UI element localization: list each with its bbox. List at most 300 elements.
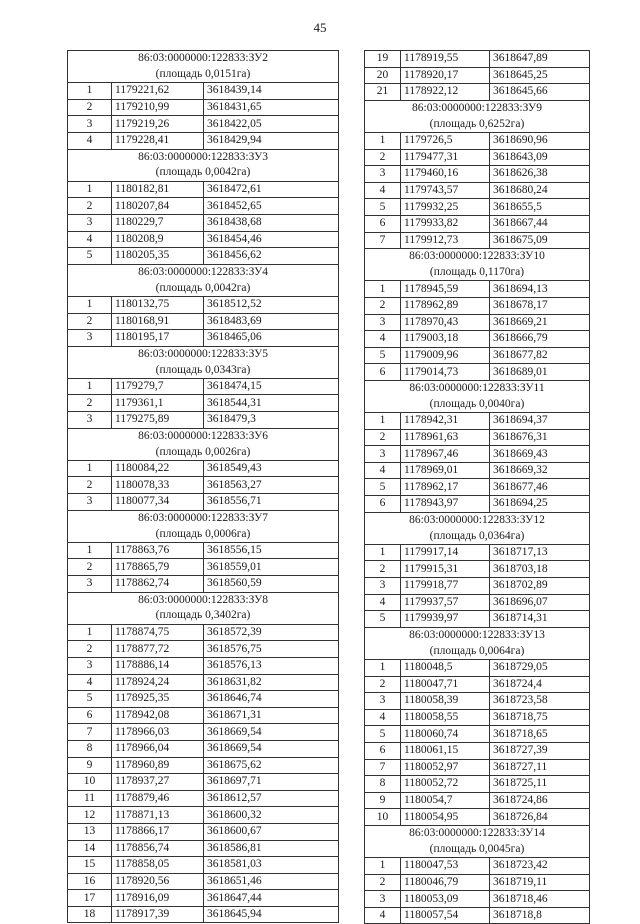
coordinate-y: 3618452,65	[204, 198, 339, 215]
table-row	[68, 790, 339, 807]
table-row	[365, 166, 590, 183]
point-number: 20	[365, 67, 401, 84]
table-row	[365, 199, 590, 216]
table-row	[365, 314, 590, 331]
coordinate-y: 3618556,71	[204, 494, 339, 511]
coordinate-x: 1178865,79	[112, 559, 204, 576]
coordinate-x: 1178942,08	[112, 707, 204, 724]
table-row	[68, 576, 339, 593]
table-row	[365, 347, 590, 364]
coordinate-y: 3618723,42	[490, 858, 590, 875]
coordinate-x: 1178962,89	[401, 297, 490, 314]
coordinate-y: 3618438,68	[204, 214, 339, 231]
point-number: 3	[68, 214, 112, 231]
coordinate-y: 3618544,31	[204, 395, 339, 412]
coordinate-y: 3618666,79	[490, 331, 590, 348]
point-number: 7	[365, 759, 401, 776]
table-row	[68, 774, 339, 791]
coordinate-y: 3618465,06	[204, 330, 339, 347]
parcel-area: (площадь 0,1170га)	[365, 265, 590, 281]
coordinate-y: 3618669,54	[204, 724, 339, 741]
coordinate-y: 3618669,32	[490, 462, 590, 479]
point-number: 4	[365, 462, 401, 479]
point-number: 3	[68, 116, 112, 133]
point-number: 10	[365, 809, 401, 826]
coordinate-x: 1179933,82	[401, 215, 490, 232]
table-row	[68, 657, 339, 674]
coordinate-x: 1179477,31	[401, 149, 490, 166]
parcel-area-row	[365, 396, 590, 412]
coordinate-x: 1179912,73	[401, 232, 490, 249]
coordinate-x: 1179279,7	[112, 378, 204, 395]
parcel-cadastral-number: 86:03:0000000:122833:ЗУ11	[365, 380, 590, 396]
coordinate-y: 3618724,86	[490, 792, 590, 809]
coordinate-x: 1178919,55	[401, 51, 490, 68]
coordinate-x: 1178961,63	[401, 429, 490, 446]
table-row	[365, 544, 590, 561]
coordinate-y: 3618556,15	[204, 542, 339, 559]
point-number: 5	[68, 248, 112, 265]
parcel-cadastral-number: 86:03:0000000:122833:ЗУ7	[68, 510, 339, 526]
parcel-title-row	[365, 512, 590, 528]
table-row	[68, 840, 339, 857]
table-row	[68, 132, 339, 149]
table-row	[365, 429, 590, 446]
parcel-cadastral-number: 86:03:0000000:122833:ЗУ2	[68, 51, 339, 67]
point-number: 2	[68, 641, 112, 658]
point-number: 8	[68, 740, 112, 757]
coordinate-x: 1178856,74	[112, 840, 204, 857]
table-row	[365, 907, 590, 924]
coordinate-y: 3618559,01	[204, 559, 339, 576]
table-row	[68, 477, 339, 494]
table-row	[68, 857, 339, 874]
table-row	[365, 676, 590, 693]
table-row	[68, 330, 339, 347]
coordinate-y: 3618631,82	[204, 674, 339, 691]
coordinate-y: 3618612,57	[204, 790, 339, 807]
point-number: 11	[68, 790, 112, 807]
point-number: 6	[68, 707, 112, 724]
table-row	[365, 792, 590, 809]
table-row	[365, 479, 590, 496]
point-number: 3	[365, 314, 401, 331]
coordinate-y: 3618677,82	[490, 347, 590, 364]
coordinate-x: 1180205,35	[112, 248, 204, 265]
coordinate-y: 3618655,5	[490, 199, 590, 216]
coordinate-y: 3618675,09	[490, 232, 590, 249]
coordinate-x: 1180061,15	[401, 742, 490, 759]
coordinates-table-left	[67, 50, 339, 923]
point-number: 2	[68, 198, 112, 215]
coordinate-y: 3618717,13	[490, 544, 590, 561]
table-row	[68, 412, 339, 429]
coordinate-x: 1179932,25	[401, 199, 490, 216]
table-row	[365, 51, 590, 68]
coordinate-x: 1180053,09	[401, 891, 490, 908]
coordinate-x: 1180057,54	[401, 907, 490, 924]
coordinate-y: 3618472,61	[204, 181, 339, 198]
table-row	[68, 707, 339, 724]
coordinate-x: 1180077,34	[112, 494, 204, 511]
point-number: 4	[68, 132, 112, 149]
coordinate-x: 1180182,81	[112, 181, 204, 198]
coordinate-y: 3618680,24	[490, 182, 590, 199]
coordinate-y: 3618581,03	[204, 857, 339, 874]
coordinate-y: 3618600,67	[204, 823, 339, 840]
point-number: 3	[68, 412, 112, 429]
coordinate-y: 3618647,44	[204, 890, 339, 907]
table-row	[365, 659, 590, 676]
table-row	[68, 807, 339, 824]
table-row	[365, 742, 590, 759]
point-number: 1	[68, 296, 112, 313]
coordinate-y: 3618718,75	[490, 709, 590, 726]
coordinate-x: 1180132,75	[112, 296, 204, 313]
table-row	[68, 740, 339, 757]
coordinate-x: 1178863,76	[112, 542, 204, 559]
point-number: 1	[365, 132, 401, 149]
table-row	[68, 624, 339, 641]
coordinate-y: 3618431,65	[204, 99, 339, 116]
coordinate-y: 3618576,75	[204, 641, 339, 658]
coordinate-y: 3618645,94	[204, 906, 339, 923]
coordinate-x: 1180054,95	[401, 809, 490, 826]
coordinate-y: 3618697,71	[204, 774, 339, 791]
point-number: 17	[68, 890, 112, 907]
point-number: 1	[365, 659, 401, 676]
table-row	[365, 726, 590, 743]
table-row	[68, 116, 339, 133]
parcel-area: (площадь 0,3402га)	[68, 608, 339, 624]
coordinate-x: 1180168,91	[112, 313, 204, 330]
parcel-cadastral-number: 86:03:0000000:122833:ЗУ5	[68, 346, 339, 362]
coordinate-y: 3618719,11	[490, 874, 590, 891]
coordinate-y: 3618456,62	[204, 248, 339, 265]
parcel-title-row	[365, 627, 590, 643]
table-row	[365, 67, 590, 84]
coordinate-x: 1178886,14	[112, 657, 204, 674]
table-row	[365, 874, 590, 891]
parcel-area: (площадь 0,6252га)	[365, 116, 590, 132]
point-number: 3	[68, 494, 112, 511]
parcel-title-row	[68, 51, 339, 67]
coordinate-x: 1180207,84	[112, 198, 204, 215]
coordinate-x: 1179743,57	[401, 182, 490, 199]
coordinate-y: 3618647,89	[490, 51, 590, 68]
table-row	[68, 641, 339, 658]
parcel-cadastral-number: 86:03:0000000:122833:ЗУ3	[68, 149, 339, 165]
point-number: 2	[68, 313, 112, 330]
coordinate-y: 3618724,4	[490, 676, 590, 693]
coordinate-y: 3618483,69	[204, 313, 339, 330]
point-number: 6	[365, 364, 401, 381]
parcel-area: (площадь 0,0151га)	[68, 67, 339, 83]
point-number: 2	[68, 99, 112, 116]
point-number: 6	[365, 742, 401, 759]
point-number: 12	[68, 807, 112, 824]
point-number: 3	[365, 446, 401, 463]
coordinate-x: 1178920,17	[401, 67, 490, 84]
coordinate-y: 3618675,62	[204, 757, 339, 774]
point-number: 8	[365, 776, 401, 793]
point-number: 1	[68, 542, 112, 559]
coordinate-y: 3618667,44	[490, 215, 590, 232]
coordinate-y: 3618725,11	[490, 776, 590, 793]
point-number: 15	[68, 857, 112, 874]
coordinate-x: 1178871,13	[112, 807, 204, 824]
coordinate-x: 1179939,97	[401, 611, 490, 628]
table-row	[68, 691, 339, 708]
table-row	[365, 331, 590, 348]
coordinate-y: 3618572,39	[204, 624, 339, 641]
coordinate-x: 1179228,41	[112, 132, 204, 149]
table-row	[365, 446, 590, 463]
point-number: 13	[68, 823, 112, 840]
point-number: 2	[68, 559, 112, 576]
point-number: 5	[365, 199, 401, 216]
coordinate-x: 1179915,31	[401, 561, 490, 578]
point-number: 10	[68, 774, 112, 791]
table-row	[365, 809, 590, 826]
point-number: 5	[68, 691, 112, 708]
coordinate-x: 1178879,46	[112, 790, 204, 807]
table-row	[68, 724, 339, 741]
coordinate-x: 1180052,97	[401, 759, 490, 776]
coordinate-y: 3618718,65	[490, 726, 590, 743]
parcel-area-row	[365, 116, 590, 132]
coordinate-y: 3618645,66	[490, 84, 590, 101]
point-number: 9	[68, 757, 112, 774]
table-row	[365, 462, 590, 479]
page-number: 45	[313, 20, 327, 35]
point-number: 4	[365, 182, 401, 199]
coordinate-x: 1178922,12	[401, 84, 490, 101]
parcel-cadastral-number: 86:03:0000000:122833:ЗУ6	[68, 428, 339, 444]
point-number: 3	[365, 693, 401, 710]
point-number: 14	[68, 840, 112, 857]
coordinate-x: 1179009,96	[401, 347, 490, 364]
point-number: 1	[68, 378, 112, 395]
parcel-title-row	[365, 825, 590, 841]
coordinate-y: 3618727,11	[490, 759, 590, 776]
point-number: 4	[365, 907, 401, 924]
coordinate-x: 1178966,03	[112, 724, 204, 741]
coordinate-y: 3618678,17	[490, 297, 590, 314]
parcel-area-row	[68, 608, 339, 624]
parcel-area: (площадь 0,0045га)	[365, 842, 590, 858]
coordinate-x: 1178916,09	[112, 890, 204, 907]
table-row	[68, 460, 339, 477]
point-number: 16	[68, 873, 112, 890]
table-row	[365, 215, 590, 232]
coordinate-x: 1180058,39	[401, 693, 490, 710]
point-number: 4	[365, 709, 401, 726]
coordinate-y: 3618694,25	[490, 496, 590, 513]
parcel-cadastral-number: 86:03:0000000:122833:ЗУ9	[365, 100, 590, 116]
table-row	[365, 182, 590, 199]
table-row	[68, 313, 339, 330]
coordinate-y: 3618563,27	[204, 477, 339, 494]
table-row	[68, 873, 339, 890]
parcel-area-row	[68, 444, 339, 460]
coordinate-y: 3618600,32	[204, 807, 339, 824]
coordinate-y: 3618586,81	[204, 840, 339, 857]
parcel-cadastral-number: 86:03:0000000:122833:ЗУ10	[365, 249, 590, 265]
table-row	[68, 757, 339, 774]
point-number: 6	[365, 215, 401, 232]
point-number: 7	[68, 724, 112, 741]
coordinate-y: 3618676,31	[490, 429, 590, 446]
parcel-title-row	[365, 249, 590, 265]
coordinate-y: 3618645,25	[490, 67, 590, 84]
coordinate-y: 3618694,37	[490, 413, 590, 430]
point-number: 19	[365, 51, 401, 68]
point-number: 1	[68, 83, 112, 100]
point-number: 7	[365, 232, 401, 249]
coordinate-y: 3618729,05	[490, 659, 590, 676]
parcel-title-row	[365, 380, 590, 396]
parcel-title-row	[68, 264, 339, 280]
coordinate-y: 3618690,96	[490, 132, 590, 149]
point-number: 1	[68, 460, 112, 477]
parcel-title-row	[365, 100, 590, 116]
coordinate-x: 1178942,31	[401, 413, 490, 430]
point-number: 2	[365, 561, 401, 578]
table-row	[365, 776, 590, 793]
table-row	[365, 149, 590, 166]
parcel-area-row	[68, 280, 339, 296]
coordinate-x: 1179937,57	[401, 594, 490, 611]
parcel-area: (площадь 0,0343га)	[68, 362, 339, 378]
parcel-title-row	[68, 592, 339, 608]
point-number: 3	[68, 330, 112, 347]
parcel-area-row	[68, 362, 339, 378]
point-number: 1	[365, 413, 401, 430]
point-number: 3	[365, 578, 401, 595]
coordinate-y: 3618474,15	[204, 378, 339, 395]
coordinate-x: 1178970,43	[401, 314, 490, 331]
point-number: 2	[365, 297, 401, 314]
point-number: 1	[365, 858, 401, 875]
coordinate-x: 1180229,7	[112, 214, 204, 231]
parcel-title-row	[68, 428, 339, 444]
coordinate-y: 3618669,21	[490, 314, 590, 331]
point-number: 4	[365, 594, 401, 611]
coordinate-y: 3618726,84	[490, 809, 590, 826]
coordinate-x: 1178960,89	[112, 757, 204, 774]
coordinate-x: 1179219,26	[112, 116, 204, 133]
coordinate-y: 3618714,31	[490, 611, 590, 628]
point-number: 1	[68, 624, 112, 641]
coordinate-x: 1179014,73	[401, 364, 490, 381]
table-row	[68, 231, 339, 248]
point-number: 4	[365, 331, 401, 348]
coordinate-x: 1179361,1	[112, 395, 204, 412]
coordinate-y: 3618703,18	[490, 561, 590, 578]
point-number: 1	[365, 281, 401, 298]
table-row	[365, 594, 590, 611]
parcel-area: (площадь 0,0042га)	[68, 280, 339, 296]
coordinate-x: 1180078,33	[112, 477, 204, 494]
coordinate-x: 1178937,27	[112, 774, 204, 791]
table-row	[365, 132, 590, 149]
coordinate-x: 1180052,72	[401, 776, 490, 793]
coordinate-x: 1178969,01	[401, 462, 490, 479]
table-row	[68, 378, 339, 395]
parcel-area-row	[365, 842, 590, 858]
parcel-area-row	[68, 165, 339, 181]
parcel-title-row	[68, 149, 339, 165]
coordinate-x: 1180084,22	[112, 460, 204, 477]
parcel-area: (площадь 0,0064га)	[365, 643, 590, 659]
coordinate-x: 1179275,89	[112, 412, 204, 429]
coordinate-x: 1178920,56	[112, 873, 204, 890]
point-number: 6	[365, 496, 401, 513]
table-row	[365, 693, 590, 710]
table-row	[68, 248, 339, 265]
coordinate-x: 1179917,14	[401, 544, 490, 561]
coordinate-y: 3618429,94	[204, 132, 339, 149]
point-number: 2	[68, 395, 112, 412]
coordinate-y: 3618626,38	[490, 166, 590, 183]
coordinate-y: 3618727,39	[490, 742, 590, 759]
table-row	[365, 84, 590, 101]
coordinate-x: 1178866,17	[112, 823, 204, 840]
parcel-area-row	[365, 528, 590, 544]
coordinate-x: 1178877,72	[112, 641, 204, 658]
coordinate-y: 3618677,46	[490, 479, 590, 496]
table-row	[68, 674, 339, 691]
coordinate-x: 1180046,79	[401, 874, 490, 891]
coordinate-y: 3618512,52	[204, 296, 339, 313]
table-row	[365, 891, 590, 908]
coordinate-x: 1178967,46	[401, 446, 490, 463]
point-number: 2	[365, 429, 401, 446]
table-row	[68, 559, 339, 576]
point-number: 4	[68, 674, 112, 691]
coordinate-y: 3618422,05	[204, 116, 339, 133]
table-row	[68, 181, 339, 198]
point-number: 3	[68, 657, 112, 674]
table-row	[68, 214, 339, 231]
coordinate-x: 1178962,17	[401, 479, 490, 496]
table-row	[365, 759, 590, 776]
table-row	[68, 83, 339, 100]
coordinate-x: 1178943,97	[401, 496, 490, 513]
coordinate-y: 3618646,74	[204, 691, 339, 708]
coordinate-y: 3618689,01	[490, 364, 590, 381]
parcel-cadastral-number: 86:03:0000000:122833:ЗУ8	[68, 592, 339, 608]
coordinate-y: 3618454,46	[204, 231, 339, 248]
parcel-area-row	[365, 643, 590, 659]
coordinate-x: 1178874,75	[112, 624, 204, 641]
coordinate-y: 3618718,46	[490, 891, 590, 908]
parcel-cadastral-number: 86:03:0000000:122833:ЗУ14	[365, 825, 590, 841]
point-number: 4	[68, 231, 112, 248]
coordinate-y: 3618560,59	[204, 576, 339, 593]
table-row	[365, 709, 590, 726]
coordinate-x: 1179210,99	[112, 99, 204, 116]
coordinates-table-right	[364, 50, 590, 924]
coordinate-x: 1179460,16	[401, 166, 490, 183]
parcel-area: (площадь 0,0006га)	[68, 526, 339, 542]
coordinate-x: 1180047,53	[401, 858, 490, 875]
table-row	[365, 413, 590, 430]
table-row	[68, 395, 339, 412]
point-number: 2	[68, 477, 112, 494]
coordinate-x: 1180054,7	[401, 792, 490, 809]
